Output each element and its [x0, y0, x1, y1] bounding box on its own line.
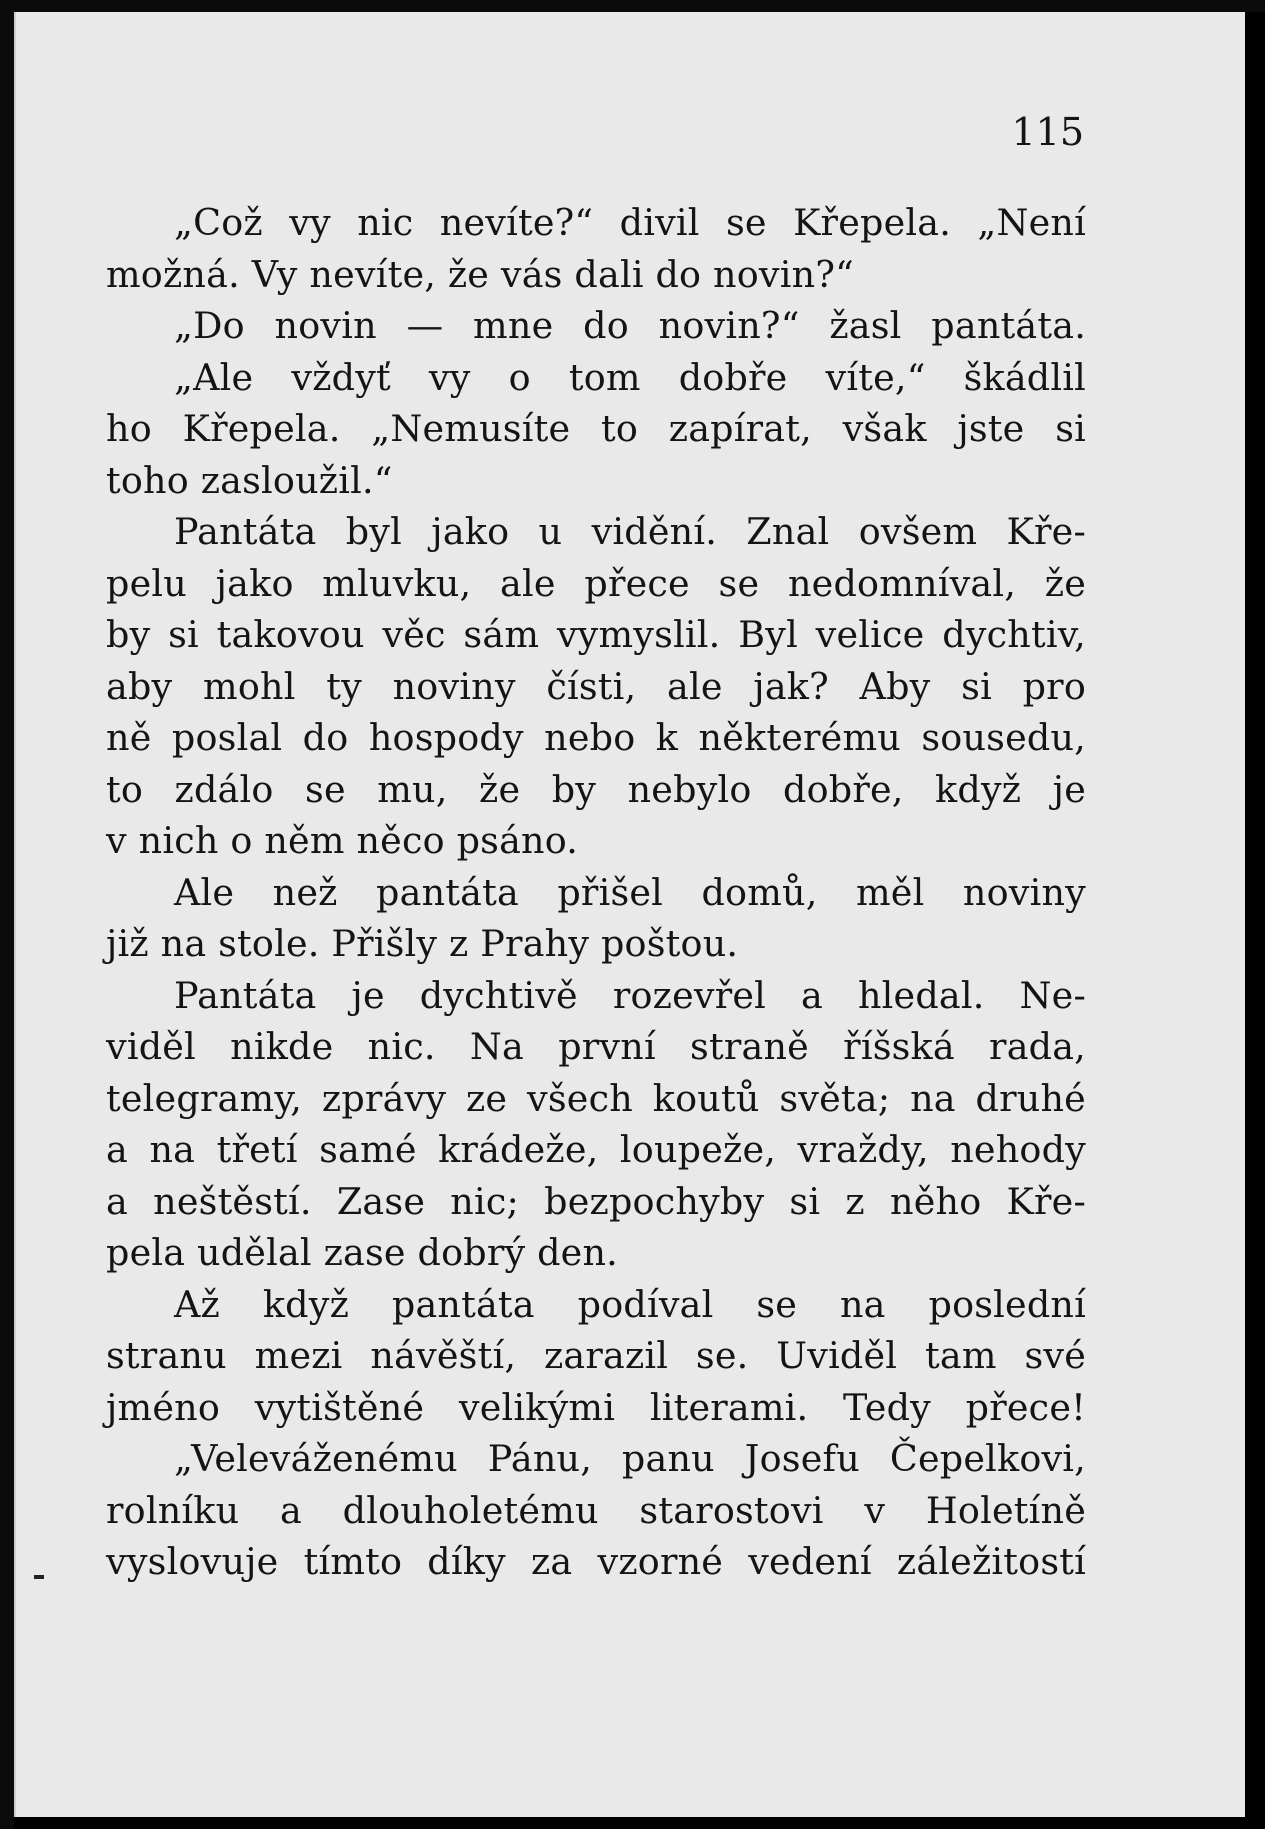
text-line: v nich o něm něco psáno. — [106, 819, 579, 862]
text-line: „Veleváženému Pánu, panu Josefu Čepelkovi, — [174, 1437, 1086, 1480]
text-line: aby mohl ty noviny čísti, ale jak? Aby si pro — [106, 664, 1086, 708]
body-text — [106, 197, 1086, 1588]
page-number: 115 — [1011, 110, 1084, 154]
text-line: a neštěstí. Zase nic; bezpochyby si z něho Kře- — [106, 1179, 1086, 1223]
text-line: pela udělal zase dobrý den. — [106, 1231, 618, 1274]
text-line: „Ale vždyť vy o tom dobře víte,“ škádlil — [174, 355, 1086, 399]
margin-mark — [34, 1575, 44, 1579]
text-line: ně poslal do hospody nebo k některému sousedu, — [106, 716, 1086, 759]
text-line: již na stole. Přišly z Prahy poštou. — [106, 922, 739, 965]
book-page — [14, 12, 1245, 1817]
text-line: toho zasloužil.“ — [106, 458, 393, 502]
text-line: a na třetí samé krádeže, loupeže, vraždy, nehody — [106, 1128, 1086, 1171]
text-line: Pantáta byl jako u vidění. Znal ovšem Kře- — [174, 510, 1086, 553]
text-line: stranu mezi návěští, zarazil se. Uviděl tam své — [106, 1334, 1086, 1377]
text-line: „Což vy nic nevíte?“ divil se Křepela. „Není — [174, 201, 1086, 244]
text-line: možná. Vy nevíte, že vás dali do novin?“ — [106, 252, 854, 296]
text-line: jméno vytištěné velikými literami. Tedy přece! — [106, 1385, 1086, 1429]
text-line: to zdálo se mu, že by nebylo dobře, když je — [106, 767, 1086, 811]
text-line: by si takovou věc sám vymyslil. Byl velice dychtiv, — [106, 613, 1086, 656]
text-line: „Do novin — mne do novin?“ žasl pantáta. — [174, 304, 1086, 347]
text-line: vyslovuje tímto díky za vzorné vedení záležitostí — [106, 1540, 1086, 1583]
text-line: Ale než pantáta přišel domů, měl noviny — [174, 870, 1086, 914]
text-line: viděl nikde nic. Na první straně říšská rada, — [106, 1025, 1086, 1068]
text-line: pelu jako mluvku, ale přece se nedomníval, že — [106, 561, 1086, 605]
scan-border-left — [0, 0, 14, 1829]
text-line: rolníku a dlouholetému starostovi v Holetíně — [106, 1488, 1086, 1532]
text-line: ho Křepela. „Nemusíte to zapírat, však jste si — [106, 407, 1086, 450]
text-line: telegramy, zprávy ze všech koutů světa; na druhé — [106, 1076, 1086, 1120]
text-line: Pantáta je dychtivě rozevřel a hledal. Ne- — [174, 973, 1086, 1017]
text-line: Až když pantáta podíval se na poslední — [174, 1282, 1086, 1326]
scan-border-top — [0, 0, 1265, 12]
